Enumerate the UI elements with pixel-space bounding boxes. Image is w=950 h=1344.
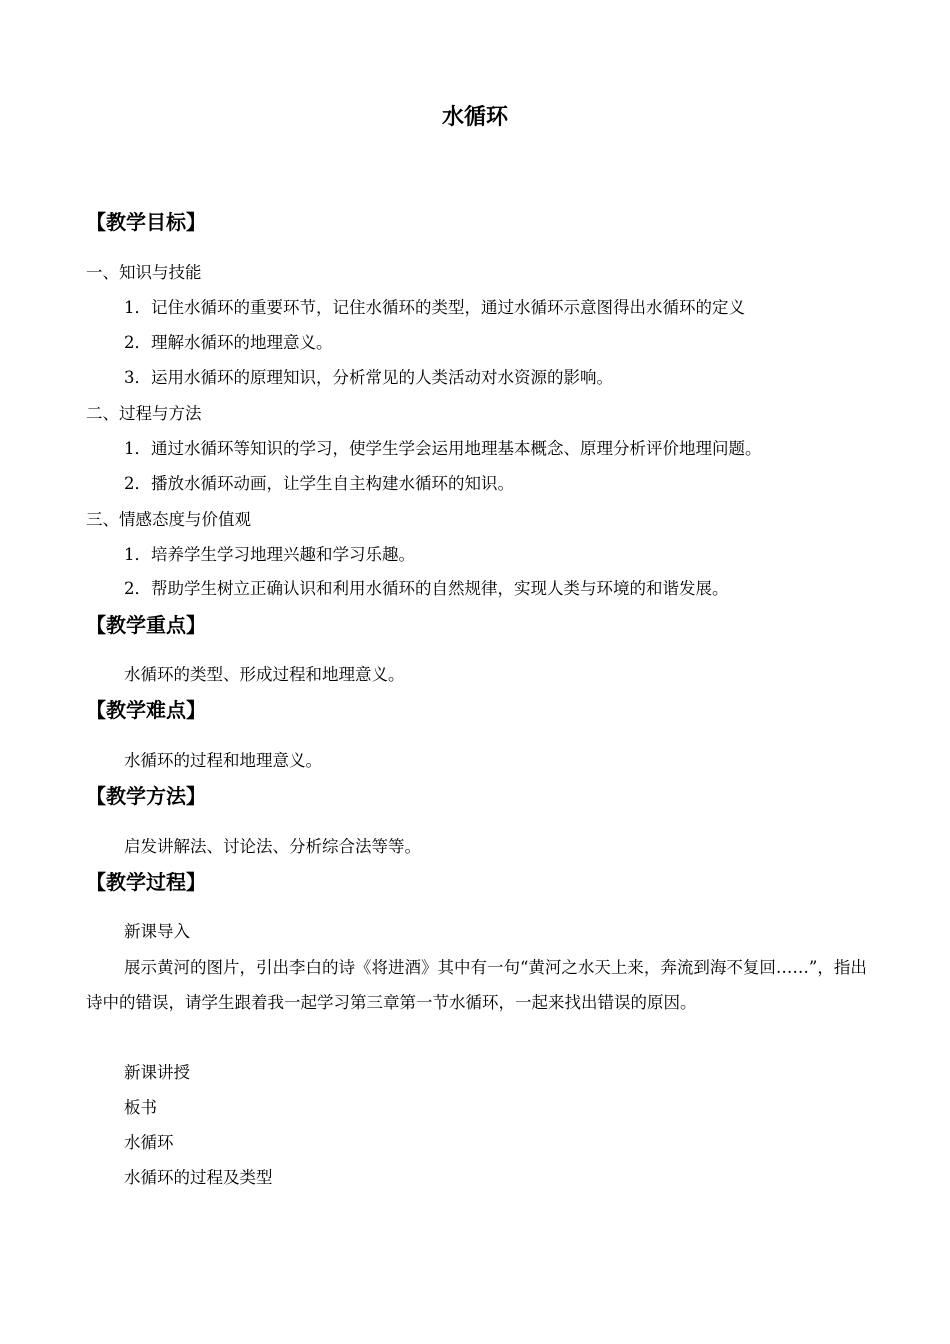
intro-label: 新课导入 bbox=[124, 922, 190, 941]
goals-section-1-item: 3．运用水循环的原理知识，分析常见的人类活动对水资源的影响。 bbox=[124, 368, 613, 387]
board-title: 水循环 bbox=[124, 1133, 174, 1152]
document-title: 水循环 bbox=[441, 105, 508, 130]
goals-section-1-title: 一、知识与技能 bbox=[86, 263, 202, 282]
intro-paragraph: 展示黄河的图片，引出李白的诗《将进酒》其中有一句“黄河之水天上来，奔流到海不复回……”，指出诗中的错误，请学生跟着我一起学习第三章第一节水循环，一起来找出错误的原因。 bbox=[86, 958, 867, 1012]
goals-section-2-item: 2．播放水循环动画，让学生自主构建水循环的知识。 bbox=[124, 474, 514, 493]
goals-section-1-item: 1．记住水循环的重要环节，记住水循环的类型，通过水循环示意图得出水循环的定义 bbox=[124, 298, 745, 317]
goals-heading: 【教学目标】 bbox=[86, 210, 206, 234]
methods-text: 启发讲解法、讨论法、分析综合法等等。 bbox=[124, 837, 421, 856]
board-label: 板书 bbox=[124, 1098, 157, 1117]
board-subtitle: 水循环的过程及类型 bbox=[124, 1168, 273, 1187]
lecture-label: 新课讲授 bbox=[124, 1063, 190, 1082]
key-points-text: 水循环的类型、形成过程和地理意义。 bbox=[124, 665, 405, 684]
goals-section-1-item: 2．理解水循环的地理意义。 bbox=[124, 333, 333, 352]
difficulties-heading: 【教学难点】 bbox=[86, 698, 206, 722]
goals-section-3-item: 2．帮助学生树立正确认识和利用水循环的自然规律，实现人类与环境的和谐发展。 bbox=[124, 579, 729, 598]
key-points-heading: 【教学重点】 bbox=[86, 613, 206, 637]
goals-section-2-item: 1．通过水循环等知识的学习，使学生学会运用地理基本概念、原理分析评价地理问题。 bbox=[124, 439, 762, 458]
goals-section-2-title: 二、过程与方法 bbox=[86, 404, 202, 423]
process-heading: 【教学过程】 bbox=[86, 870, 206, 894]
goals-section-3-item: 1．培养学生学习地理兴趣和学习乐趣。 bbox=[124, 545, 415, 564]
methods-heading: 【教学方法】 bbox=[86, 784, 206, 808]
difficulties-text: 水循环的过程和地理意义。 bbox=[124, 751, 322, 770]
goals-section-3-title: 三、情感态度与价值观 bbox=[86, 510, 251, 529]
